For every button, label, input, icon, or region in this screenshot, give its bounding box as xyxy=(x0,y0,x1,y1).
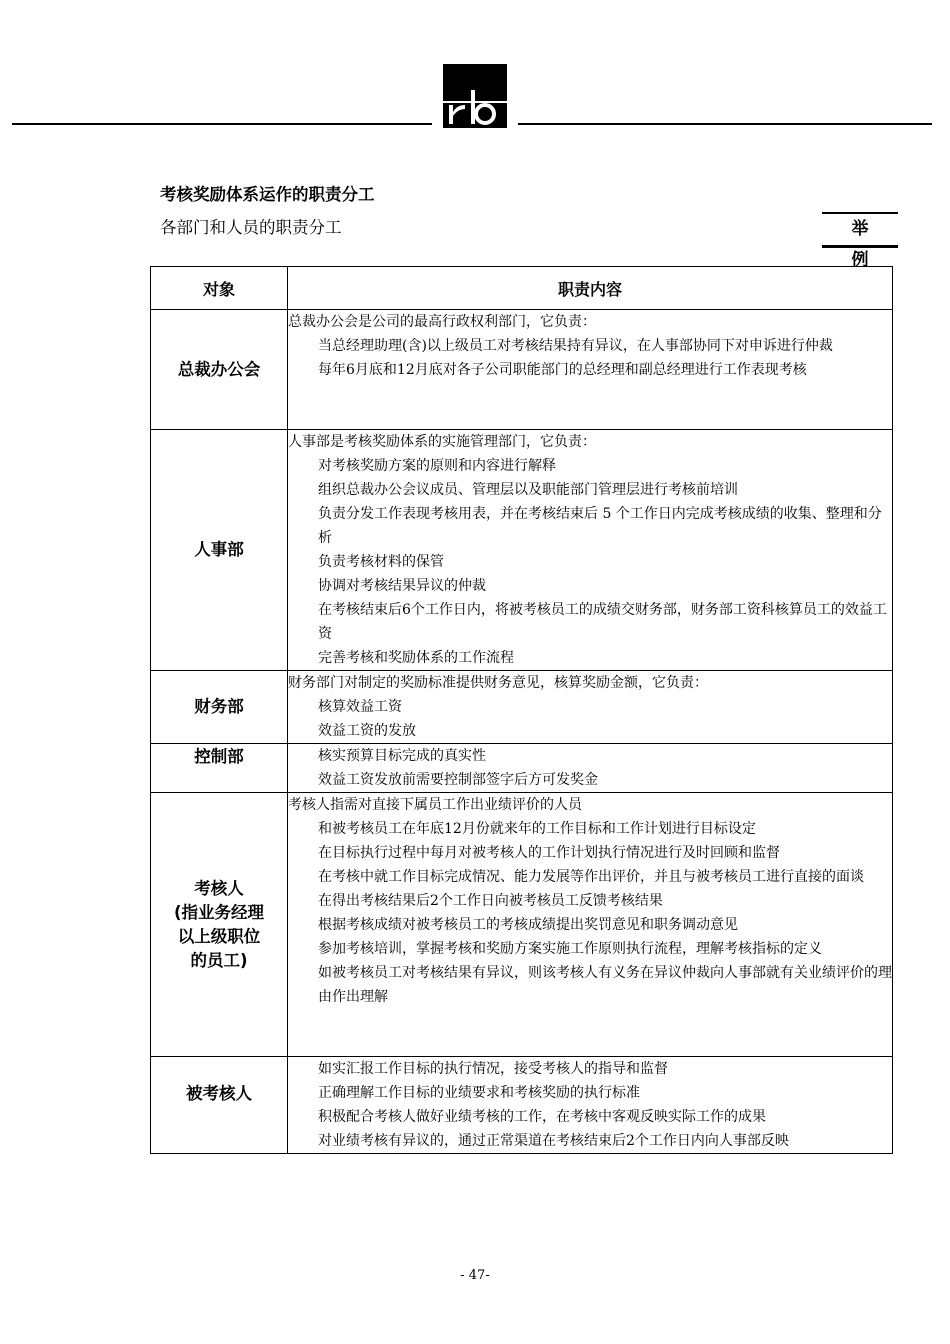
object-line: 的员工) xyxy=(190,950,248,970)
duties-table xyxy=(150,266,893,1154)
row-object: 被考核人 xyxy=(151,1057,288,1154)
list-item: 负责分发工作表现考核用表，并在考核结束后 5 个工作日内完成考核成绩的收集、整理和分析 xyxy=(318,506,882,546)
list-item: 如被考核员工对考核结果有异议，则该考核人有义务在异议仲裁向人事部就有关业绩评价的理由作出理解 xyxy=(318,965,892,1005)
row-content xyxy=(288,793,893,1057)
row-intro: 考核人指需对直接下属员工作出业绩评价的人员 xyxy=(288,797,582,813)
object-line: 考核人 xyxy=(194,878,244,898)
header-content: 职责内容 xyxy=(288,267,893,310)
list-item: 正确理解工作目标的业绩要求和考核奖励的执行标准 xyxy=(318,1085,640,1101)
row-content xyxy=(288,671,893,744)
header-object: 对象 xyxy=(151,267,288,310)
table-row xyxy=(151,793,893,1057)
list-item: 组织总裁办公会议成员、管理层以及职能部门管理层进行考核前培训 xyxy=(318,482,738,498)
list-item: 完善考核和奖励体系的工作流程 xyxy=(318,650,514,666)
row-intro: 人事部是考核奖励体系的实施管理部门，它负责： xyxy=(288,434,596,450)
row-content xyxy=(288,1057,893,1154)
object-line: 以上级职位 xyxy=(177,926,261,946)
example-label: 举 例 xyxy=(822,212,898,248)
row-object: 总裁办公会 xyxy=(151,310,288,430)
list-item: 在目标执行过程中每月对被考核人的工作计划执行情况进行及时回顾和监督 xyxy=(318,845,780,861)
page-title: 考核奖励体系运作的职责分工 xyxy=(160,185,375,204)
company-logo xyxy=(443,64,507,128)
table-row xyxy=(151,430,893,671)
row-intro: 总裁办公会是公司的最高行政权利部门，它负责： xyxy=(288,314,596,330)
table-row xyxy=(151,1057,893,1154)
table-row xyxy=(151,310,893,430)
row-object: 人事部 xyxy=(151,430,288,671)
object-line: (指业务经理 xyxy=(173,902,265,922)
list-item: 效益工资的发放 xyxy=(318,723,416,739)
list-item: 每年6月底和12月底对各子公司职能部门的总经理和副总经理进行工作表现考核 xyxy=(318,362,807,378)
row-object: 财务部 xyxy=(151,671,288,744)
list-item: 负责考核材料的保管 xyxy=(318,554,444,570)
row-content xyxy=(288,310,893,430)
row-object xyxy=(151,793,288,1057)
page-number: - 47- xyxy=(460,1268,490,1283)
row-object: 控制部 xyxy=(151,744,288,793)
list-item: 在考核中就工作目标完成情况、能力发展等作出评价，并且与被考核员工进行直接的面谈 xyxy=(318,869,864,885)
list-item: 参加考核培训，掌握考核和奖励方案实施工作原则执行流程，理解考核指标的定义 xyxy=(318,941,822,957)
list-item: 如实汇报工作目标的执行情况，接受考核人的指导和监督 xyxy=(318,1061,668,1077)
table-header-row xyxy=(151,267,893,310)
list-item: 和被考核员工在年底12月份就来年的工作目标和工作计划进行目标设定 xyxy=(318,821,756,837)
table-row xyxy=(151,671,893,744)
list-item: 对考核奖励方案的原则和内容进行解释 xyxy=(318,458,556,474)
list-item: 当总经理助理(含)以上级员工对考核结果持有异议，在人事部协同下对申诉进行仲裁 xyxy=(318,338,833,354)
header-rule-left xyxy=(12,123,432,125)
list-item: 在考核结束后6个工作日内，将被考核员工的成绩交财务部，财务部工资科核算员工的效益工资 xyxy=(318,602,887,642)
list-item: 核算效益工资 xyxy=(318,699,402,715)
row-intro: 财务部门对制定的奖励标准提供财务意见，核算奖励金额，它负责： xyxy=(288,675,708,691)
list-item: 积极配合考核人做好业绩考核的工作，在考核中客观反映实际工作的成果 xyxy=(318,1109,766,1125)
table-row xyxy=(151,744,893,793)
list-item: 根据考核成绩对被考核员工的考核成绩提出奖罚意见和职务调动意见 xyxy=(318,917,738,933)
list-item: 核实预算目标完成的真实性 xyxy=(318,748,486,764)
page-subtitle: 各部门和人员的职责分工 xyxy=(160,218,342,237)
row-content xyxy=(288,744,893,793)
list-item: 效益工资发放前需要控制部签字后方可发奖金 xyxy=(318,772,598,788)
header-rule-right xyxy=(518,123,932,125)
row-content xyxy=(288,430,893,671)
list-item: 在得出考核结果后2个工作日向被考核员工反馈考核结果 xyxy=(318,893,663,909)
list-item: 对业绩考核有异议的，通过正常渠道在考核结束后2个工作日内向人事部反映 xyxy=(318,1133,789,1149)
list-item: 协调对考核结果异议的仲裁 xyxy=(318,578,486,594)
